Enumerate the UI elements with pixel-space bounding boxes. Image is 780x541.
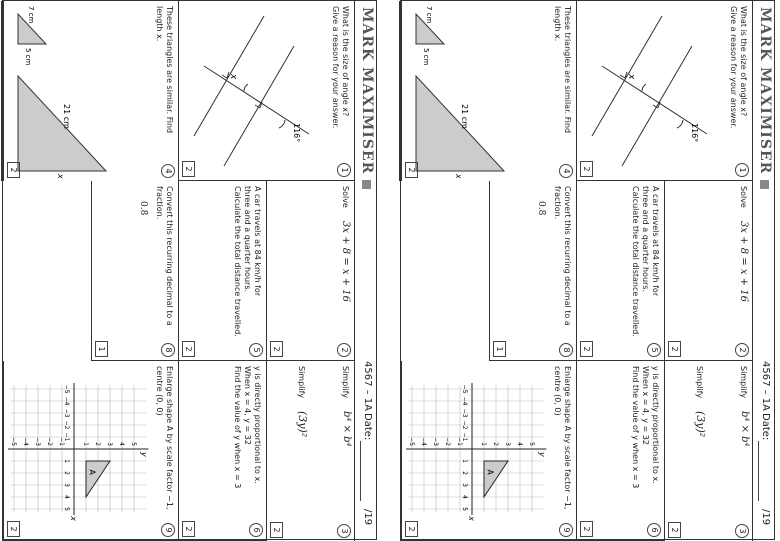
angle-x-label: x bbox=[228, 74, 238, 80]
y-tick-label: 1 bbox=[480, 442, 488, 446]
expression-a: b⁴ × b⁴ bbox=[341, 411, 352, 447]
marks-box: 2 bbox=[581, 521, 594, 537]
x-axis-label: x bbox=[69, 516, 79, 521]
x-tick-label: −4 bbox=[461, 396, 469, 406]
y-tick-label: −2 bbox=[46, 437, 54, 446]
question-number: 2 bbox=[735, 343, 749, 357]
coordinate-grid bbox=[410, 381, 555, 531]
question-4[interactable] bbox=[3, 1, 179, 181]
date-field[interactable] bbox=[360, 441, 361, 501]
question-text: Convert this recurring decimal to a fraction. bbox=[155, 186, 175, 326]
question-number: 3 bbox=[735, 524, 749, 538]
marks-box: 1 bbox=[95, 341, 108, 357]
paper-code: 4567 – 1A bbox=[760, 361, 771, 412]
x-tick-label: 5 bbox=[63, 507, 71, 511]
paper-code: 4567 – 1A bbox=[362, 361, 373, 412]
y-tick-label: 1 bbox=[82, 442, 90, 446]
question-text: A car travels at 84 km/h for three and a quarter hours. Calculate the total distance travelled. bbox=[233, 186, 263, 337]
question-text: Solve bbox=[739, 186, 748, 208]
x-tick-label: −2 bbox=[63, 420, 71, 430]
marks-box: 2 bbox=[7, 162, 20, 178]
length-x-label: x bbox=[454, 174, 464, 179]
question-grid bbox=[401, 1, 752, 541]
similar-triangles-diagram bbox=[12, 6, 157, 179]
brand-title bbox=[757, 7, 773, 189]
expression-b: (3y)² bbox=[694, 411, 707, 438]
question-text: A car travels at 84 km/h for three and a quarter hours. Calculate the total distance travelled. bbox=[631, 186, 661, 337]
length-x-label: x bbox=[56, 174, 66, 179]
sheet-header bbox=[752, 1, 776, 541]
expression-a: b⁴ × b⁴ bbox=[739, 411, 750, 447]
hypotenuse-label: 21 cm bbox=[460, 104, 470, 129]
y-tick-label: 4 bbox=[516, 442, 524, 446]
date-label: Date: bbox=[362, 413, 373, 441]
y-tick-label: 3 bbox=[504, 442, 512, 446]
coordinate-grid bbox=[12, 381, 157, 531]
marks-box: 2 bbox=[405, 162, 418, 178]
question-3[interactable] bbox=[266, 361, 354, 541]
question-text: Enlarge shape A by scale factor −1, centre (0, 0) bbox=[553, 366, 573, 510]
question-number: 9 bbox=[162, 523, 176, 537]
y-axis-label: y bbox=[140, 452, 150, 457]
equation: 3x + 8 = x + 16 bbox=[738, 221, 749, 302]
question-10[interactable] bbox=[2, 361, 3, 541]
question-1[interactable] bbox=[179, 1, 355, 181]
y-tick-label: 5 bbox=[130, 442, 138, 446]
question-7[interactable] bbox=[400, 1, 401, 361]
parallel-lines-diagram bbox=[194, 16, 319, 166]
question-text: Convert this recurring decimal to a fraction. bbox=[553, 186, 573, 326]
shape-a-label: A bbox=[486, 469, 496, 475]
y-tick-label: 2 bbox=[492, 442, 500, 446]
y-tick-label: −2 bbox=[444, 437, 452, 446]
equation: 3x + 8 = x + 16 bbox=[340, 221, 351, 302]
recurring-decimal: 0.8̇ bbox=[536, 201, 547, 216]
question-number: 4 bbox=[560, 164, 574, 178]
question-number: 9 bbox=[560, 523, 574, 537]
marks-box: 2 bbox=[7, 521, 20, 537]
question-text: Simplify bbox=[739, 366, 748, 399]
question-text: Enlarge shape A by scale factor −1, centre (0, 0) bbox=[155, 366, 175, 510]
y-tick-label: 2 bbox=[94, 442, 102, 446]
y-tick-label: 3 bbox=[106, 442, 114, 446]
brand-title bbox=[359, 7, 375, 189]
x-tick-label: 3 bbox=[461, 483, 469, 487]
brand-logo-icon bbox=[363, 180, 372, 189]
marks-box: 2 bbox=[581, 161, 594, 177]
marks-box: 1 bbox=[493, 341, 506, 357]
y-tick-label: −1 bbox=[456, 437, 464, 446]
question-text: These triangles are similar. Find length x. bbox=[553, 6, 573, 134]
question-6[interactable] bbox=[577, 361, 665, 541]
x-tick-label: 1 bbox=[461, 459, 469, 463]
question-number: 8 bbox=[560, 343, 574, 357]
question-text-b: Simplify bbox=[297, 366, 306, 399]
small-base-label: 5 cm bbox=[24, 48, 33, 66]
y-tick-label: −5 bbox=[10, 437, 18, 446]
question-text-b: Simplify bbox=[695, 366, 704, 399]
y-tick-label: 4 bbox=[118, 442, 126, 446]
question-text: Solve bbox=[341, 186, 350, 208]
x-tick-label: −1 bbox=[63, 432, 71, 442]
similar-triangles-diagram bbox=[410, 6, 555, 179]
x-tick-label: −5 bbox=[63, 384, 71, 394]
question-1[interactable] bbox=[577, 1, 753, 181]
question-11[interactable] bbox=[1, 1, 2, 181]
worksheet-left bbox=[2, 0, 377, 540]
x-tick-label: −4 bbox=[63, 396, 71, 406]
question-number: 8 bbox=[162, 343, 176, 357]
recurring-decimal: 0.8̇ bbox=[138, 201, 149, 216]
y-tick-label: −4 bbox=[22, 437, 30, 446]
x-axis-label: x bbox=[467, 516, 477, 521]
expression-b: (3y)² bbox=[296, 411, 309, 438]
total-score: /19 bbox=[362, 509, 373, 526]
marks-box: 2 bbox=[270, 522, 283, 538]
x-tick-label: −1 bbox=[461, 432, 469, 442]
marks-box: 2 bbox=[581, 341, 594, 357]
question-number: 5 bbox=[249, 343, 263, 357]
x-tick-label: 2 bbox=[63, 471, 71, 475]
question-number: 3 bbox=[337, 524, 351, 538]
y-tick-label: −4 bbox=[420, 437, 428, 446]
marks-box: 2 bbox=[405, 521, 418, 537]
question-2[interactable] bbox=[664, 181, 752, 361]
question-text: What is the size of angle x? Give a reason for your answer. bbox=[331, 6, 350, 129]
question-2[interactable] bbox=[266, 181, 354, 361]
question-6[interactable] bbox=[179, 361, 267, 541]
x-tick-label: −5 bbox=[461, 384, 469, 394]
angle-x-label: x bbox=[626, 74, 636, 80]
angle-label: 116° bbox=[292, 123, 301, 143]
question-10[interactable] bbox=[400, 361, 401, 541]
x-tick-label: −3 bbox=[461, 408, 469, 418]
question-8[interactable] bbox=[91, 181, 179, 361]
y-tick-label: −1 bbox=[58, 437, 66, 446]
question-text: y is directly proportional to x. When x = 4, y = 32 Find the value of y when x = 3 bbox=[233, 366, 263, 489]
y-tick-label: −3 bbox=[432, 437, 440, 446]
angle-label: 116° bbox=[690, 123, 699, 143]
question-text: These triangles are similar. Find length x. bbox=[155, 6, 175, 134]
marks-box: 2 bbox=[270, 341, 283, 357]
sheet-header bbox=[354, 1, 378, 541]
date-field[interactable] bbox=[758, 441, 759, 501]
question-number: 1 bbox=[735, 163, 749, 177]
question-5[interactable] bbox=[179, 181, 267, 361]
small-base-label: 5 cm bbox=[422, 48, 431, 66]
question-number: 6 bbox=[249, 523, 263, 537]
question-11[interactable] bbox=[399, 1, 400, 181]
x-tick-label: 4 bbox=[461, 495, 469, 499]
y-tick-label: −3 bbox=[34, 437, 42, 446]
small-height-label: 7 cm bbox=[27, 6, 36, 24]
question-text: Simplify bbox=[341, 366, 350, 399]
question-number: 4 bbox=[162, 164, 176, 178]
shape-a-label: A bbox=[88, 469, 98, 475]
x-tick-label: −2 bbox=[461, 420, 469, 430]
worksheet-right bbox=[400, 0, 775, 540]
brand-text: MARK MAXIMISER bbox=[757, 7, 773, 175]
marks-box: 2 bbox=[183, 161, 196, 177]
question-8[interactable] bbox=[489, 181, 577, 361]
question-5[interactable] bbox=[577, 181, 665, 361]
question-grid bbox=[3, 1, 354, 541]
question-4[interactable] bbox=[401, 1, 577, 181]
brand-text: MARK MAXIMISER bbox=[359, 7, 375, 175]
x-tick-label: 4 bbox=[63, 495, 71, 499]
x-tick-label: 5 bbox=[461, 507, 469, 511]
question-number: 5 bbox=[647, 343, 661, 357]
date-label: Date: bbox=[760, 413, 771, 441]
question-9[interactable] bbox=[3, 361, 179, 541]
question-number: 2 bbox=[337, 343, 351, 357]
question-text: y is directly proportional to x. When x = 4, y = 32 Find the value of y when x = 3 bbox=[631, 366, 661, 489]
y-tick-label: 5 bbox=[528, 442, 536, 446]
x-tick-label: 3 bbox=[63, 483, 71, 487]
marks-box: 2 bbox=[183, 521, 196, 537]
y-axis-label: y bbox=[538, 452, 548, 457]
question-3[interactable] bbox=[664, 361, 752, 541]
marks-box: 2 bbox=[183, 341, 196, 357]
total-score: /19 bbox=[760, 509, 771, 526]
question-number: 1 bbox=[337, 163, 351, 177]
marks-box: 2 bbox=[668, 341, 681, 357]
question-text: What is the size of angle x? Give a reason for your answer. bbox=[729, 6, 748, 129]
small-height-label: 7 cm bbox=[425, 6, 434, 24]
x-tick-label: −3 bbox=[63, 408, 71, 418]
x-tick-label: 2 bbox=[461, 471, 469, 475]
brand-logo-icon bbox=[761, 180, 770, 189]
x-tick-label: 1 bbox=[63, 459, 71, 463]
question-number: 6 bbox=[647, 523, 661, 537]
question-9[interactable] bbox=[401, 361, 577, 541]
question-7[interactable] bbox=[2, 1, 3, 361]
parallel-lines-diagram bbox=[592, 16, 717, 166]
marks-box: 2 bbox=[668, 522, 681, 538]
hypotenuse-label: 21 cm bbox=[62, 104, 72, 129]
y-tick-label: −5 bbox=[408, 437, 416, 446]
